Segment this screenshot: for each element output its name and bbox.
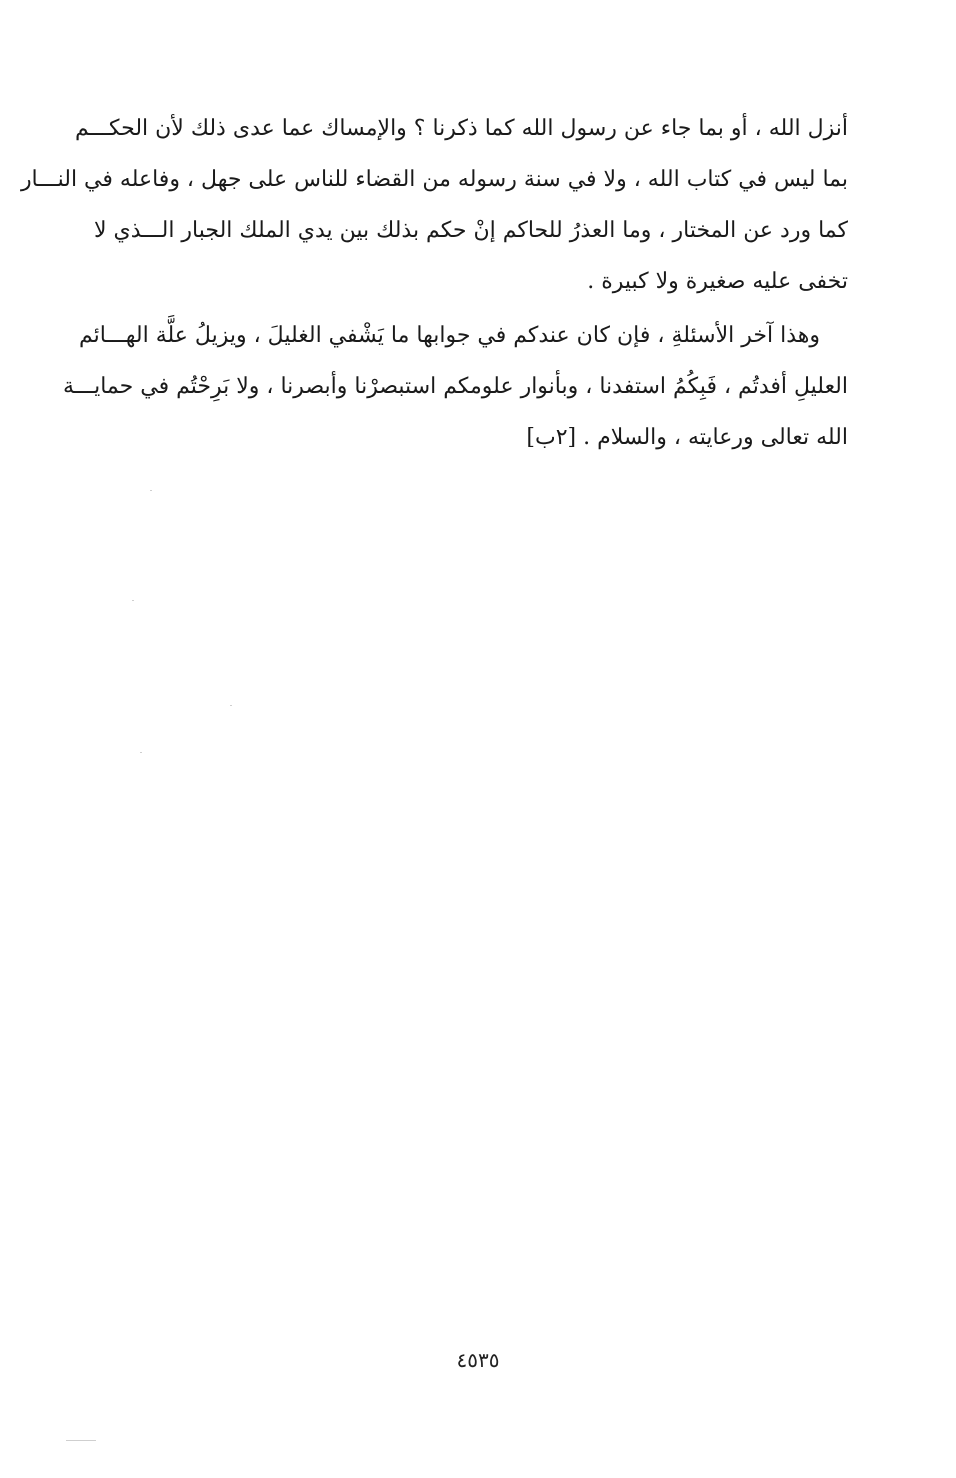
scan-speck — [230, 705, 232, 706]
text-line: العليلِ أفدتُم ، فَبِكُمُ استفدنا ، وبأنوار علومكم استبصرْنا وأبصرنا ، ولا بَرِحْتُم في حمايـــة — [62, 374, 848, 399]
scan-speck — [66, 1440, 96, 1441]
text-line: تخفى عليه صغيرة ولا كبيرة . — [587, 269, 848, 294]
text-line: وهذا آخر الأسئلةِ ، فإن كان عندكم في جوابها ما يَشْفي الغليلَ ، ويزيلُ علَّة الهـــائم — [78, 323, 820, 348]
page-number: ٤٥٣٥ — [456, 1348, 500, 1372]
scan-speck — [132, 600, 134, 601]
scan-speck — [140, 752, 142, 753]
text-line: الله تعالى ورعايته ، والسلام . [٢ب] — [526, 425, 848, 450]
text-line: بما ليس في كتاب الله ، ولا في سنة رسوله من القضاء للناس على جهل ، وفاعله في النـــار — [20, 167, 848, 192]
text-line: كما ورد عن المختار ، وما العذرُ للحاكم إنْ حكم بذلك بين يدي الملك الجبار الـــذي لا — [93, 218, 848, 243]
paragraph-1 — [20, 108, 848, 312]
paragraph-2 — [62, 315, 848, 468]
text-line: أنزل الله ، أو بما جاء عن رسول الله كما ذكرنا ؟ والإمساك عما عدى ذلك لأن الحكـــم — [74, 116, 848, 141]
scan-speck — [150, 490, 152, 491]
